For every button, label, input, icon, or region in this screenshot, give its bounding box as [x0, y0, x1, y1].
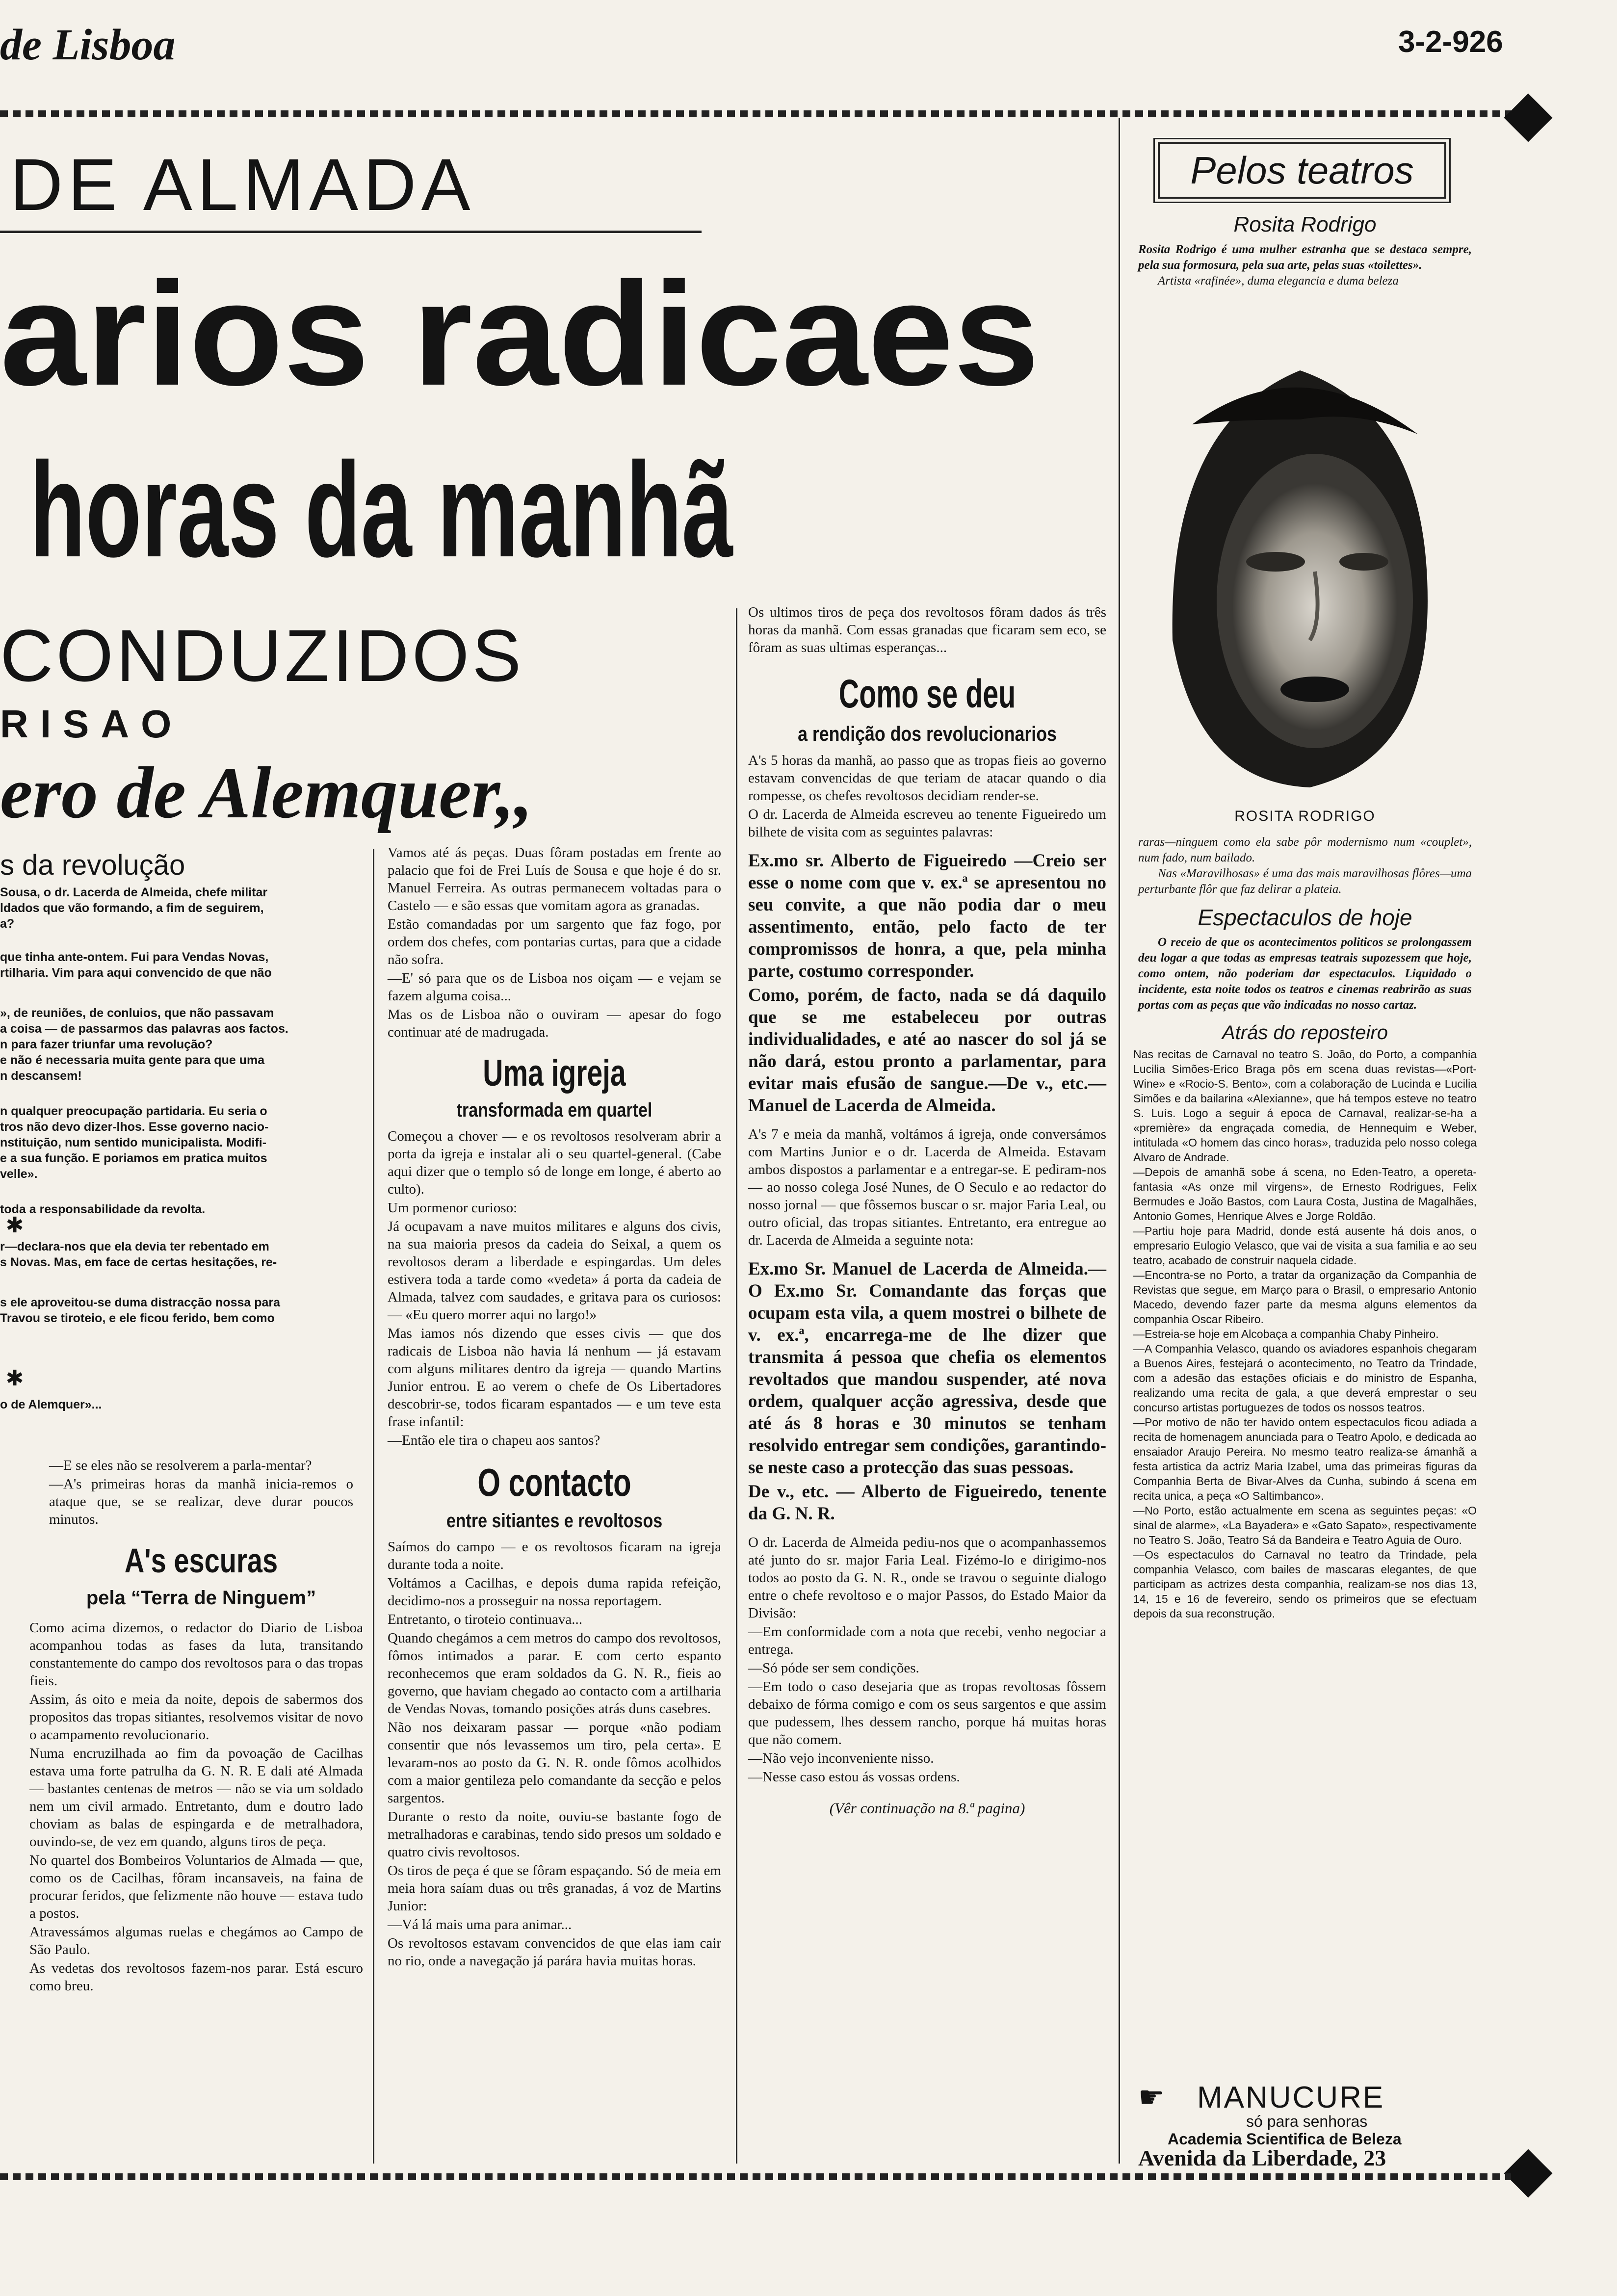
col1-line: n descansem! — [0, 1069, 82, 1083]
feature-title: Rosita Rodrigo — [1233, 212, 1377, 236]
ornament-diamond-bottom — [1504, 2149, 1553, 2198]
asterisk-icon: ✱ — [5, 1213, 24, 1238]
col2-contacto-deck: entre sitiantes e revoltosos — [446, 1510, 663, 1532]
atras-para: —Depois de amanhã sobe á scena, no Eden-Teatro, a opereta-fantasia «As onze mil virgens», de Ernesto Rodrigues, Felix Bermudes e João Bastos, com Laura Costa, Justina de Magalhães, Antonio Gomes, Henrique Alves e Jorge Roldão. — [1133, 1166, 1477, 1223]
col2-para: Não nos deixaram passar — porque «não podiam consentir que nós levassemos um tiro, pela certa». E levaram-nos ao posto da G. N. R. onde fômos acolhidos com a maior gentileza pelo comandante da secção e pelos sargentos. — [388, 1720, 721, 1806]
col1-closing: —E se eles não se resolverem a parla-mentar? — [49, 1458, 312, 1473]
col3-para: A's 7 e meia da manhã, voltámos á igreja, onde conversámos com Martins Junior e o dr. Lacerda de Almeida. Estavam ambos dispostos a parlamentar e a entregar-se. E pediram-nos — ao nosso colega José Nunes, de O Seculo e ao redactor do nosso jornal — que fôssemos buscar o sr. major Faria Leal, ou outro oficial, das tropas sitiantes. Entretanto, era entregue ao dr. Lacerda de Almeida a seguinte nota: — [748, 1126, 1106, 1248]
col1-subdeck: pela “Terra de Ninguem” — [86, 1587, 316, 1609]
atras-para: —Os espectaculos do Carnaval no teatro da Trindade, pela companhia Velasco, com bailes de mascaras elegantes, de que participam as actrizes desta companhia, realizam-se nos dias 13, 14, 15 e 16 de fevereiro, sendo os primeiros que se efectuam depois da sua reconstrução. — [1133, 1548, 1477, 1620]
manucure-ad — [1128, 2080, 1491, 2170]
masthead-name: de Lisboa — [0, 21, 176, 69]
portrait-photo — [1153, 297, 1452, 807]
col1-para: As vedetas dos revoltosos fazem-nos parar. Está escuro como breu. — [29, 1960, 363, 1994]
atras-para: Nas recitas de Carnaval no teatro S. João, do Porto, a companhia Lucilia Simões-Erico Braga pôs em scena duas revistas—«Port-Wine» e «Rocio-S. Bento», com a colaboração de Lucinda e Lucilia Simões e da bailarina «Alexianne», que há tempos esteve no teatro S. Luís. Logo a seguir á epoca de Carnaval, realizar-se-ha a «première» da engraçada comedia, de Hennequim e Weber, intitulada «O homem das cinco horas», traduzida pelo nosso colega Alvaro de Andrade. — [1133, 1048, 1477, 1164]
col1-line: a coisa — de passarmos das palavras aos factos. — [0, 1022, 288, 1036]
col1-line: n qualquer preocupação partidaria. Eu seria o — [0, 1104, 267, 1118]
col3-para: A's 5 horas da manhã, ao passo que as tropas fieis ao governo estavam convencidas de que teriam de atacar quando o dia rompesse, os chefes revoltosos decidiam render-se. — [748, 753, 1106, 804]
col2-contacto-title: O contacto — [477, 1461, 631, 1504]
theatre-box-title: Pelos teatros — [1190, 149, 1414, 192]
ad-line1: só para senhoras — [1246, 2113, 1368, 2130]
col3-intro: Os ultimos tiros de peça dos revoltosos fôram dados ás três horas da manhã. Com essas granadas que ficaram sem eco, se fôram as suas ultimas esperanças... — [748, 604, 1106, 655]
col1-para: Atravessámos algumas ruelas e chegámos ao Campo de São Paulo. — [29, 1924, 363, 1957]
portrait-image — [1153, 297, 1452, 807]
feature-body: raras—ninguem como ela sabe pôr modernismo num «couplet», num fado, num bailado. — [1138, 835, 1472, 864]
column-rule — [373, 849, 374, 2164]
col2-para: Durante o resto da noite, ouviu-se bastante fogo de metralhadoras e carabinas, tendo sido presos um soldado e quatro civis revoltosos. — [388, 1809, 721, 1860]
atras-para: —Encontra-se no Porto, a tratar da organização da Companhia de Revistas que segue, em Março para o Brasil, o empresario Antonio Macedo, devendo fazer parte da mesma alguns elementos da companhia Oscar Ribeiro. — [1133, 1269, 1477, 1326]
ad-title: MANUCURE — [1197, 2081, 1385, 2114]
deck-1: CONDUZIDOS — [0, 614, 524, 697]
deck-2: RISAO — [0, 702, 183, 746]
col3-letter: De v., etc. — Alberto de Figueiredo, tenente da G. N. R. — [748, 1482, 1106, 1524]
column-2 — [388, 844, 721, 1971]
col1-line: Travou se tiroteio, e ele ficou ferido, bem como — [0, 1311, 275, 1325]
col2-para: Os tiros de peça é que se fôram espaçando. Só de meia em meia hora saíam duas ou três granadas, á voz de Martins Junior: — [388, 1863, 721, 1914]
column-3 — [748, 603, 1106, 1817]
bottom-dashed-rule — [0, 2173, 1511, 2180]
feature-body: Nas «Maravilhosas» é uma das mais maravilhosas flôres—uma perturbante flôr que faz delirar a plateia. — [1138, 867, 1472, 896]
feature-lead: Artista «rafinée», duma elegancia e duma beleza — [1158, 274, 1399, 287]
column-rule — [736, 608, 737, 2164]
col1-para: No quartel dos Bombeiros Voluntarios de Almada — que, como os de Cacilhas, fôram incansaveis, na faina de procurar feridos, que felizmente não houve — estava tudo a postos. — [29, 1852, 363, 1921]
col1-subtitle: A's escuras — [124, 1541, 278, 1580]
kicker-rule — [0, 231, 702, 233]
col2-para: Mas iamos nós dizendo que esses civis — que dos radicais de Lisboa não havia lá nenhum — já estavam com alguns militares dentro da igreja — quando Martins Junior entrou. E ao verem o chefe de Os Libertadores descobrir-se, todos ficaram espantados — e um teve esta frase infantil: — [388, 1326, 721, 1430]
col2-para: Já ocupavam a nave muitos militares e alguns dos civis, na sua maioria presos da cadeia do Seixal, a quem os revoltosos deram a liberdade e espingardas. Um deles estivera toda a tarde como «vedeta» á porta da cadeia de Almada, talvez com saudades, e gritava para os curiosos: — «Eu quero morrer aqui no largo!» — [388, 1219, 721, 1323]
col2-para: Começou a chover — e os revoltosos resolveram abrir a porta da igreja e instalar ali o seu quartel-general. (Cabe aqui dizer que o templo só de longe em longe, é aberto ao culto). — [388, 1128, 721, 1197]
col3-deck: a rendição dos revolucionarios — [798, 722, 1057, 745]
col1-para: Assim, ás oito e meia da noite, depois de sabermos dos propositos das tropas sitiantes, resolvemos visitar de novo o acampamento revolucionario. — [29, 1692, 363, 1743]
atras-para: —Partiu hoje para Madrid, donde está ausente há dois anos, o empresario Eulogio Velasco, que vai de visita a sua familia e ao seu teatro, acabado de construir naquela cidade. — [1133, 1225, 1477, 1267]
col1-line: s ele aproveitou-se duma distracção nossa para — [0, 1296, 281, 1309]
asterisk-icon: ✱ — [5, 1366, 24, 1391]
headline-2: horas da manhã — [29, 435, 733, 585]
continuation-note: (Vêr continuação na 8.ª pagina) — [829, 1800, 1025, 1817]
col1-line: s Novas. Mas, em face de certas hesitações, re- — [0, 1255, 277, 1269]
deck-3: ero de Alemquer,, — [0, 752, 533, 834]
col2-para: —E' só para que os de Lisboa nos oiçam — e vejam se fazem alguma coisa... — [388, 970, 721, 1004]
col2-igreja-title: Uma igreja — [483, 1052, 626, 1094]
col3-para: —Em todo o caso desejaria que as tropas revoltosas fôssem debaixo de fórma comigo e com os seus sargentos e que assim que pudessem, lhes dessem rancho, porque há muitas horas que não comem. — [748, 1679, 1106, 1748]
col3-para: —Só póde ser sem condições. — [748, 1660, 919, 1676]
theatre-box — [1158, 142, 1446, 199]
photo-caption: ROSITA RODRIGO — [1234, 808, 1376, 824]
col2-para: Um pormenor curioso: — [388, 1200, 518, 1216]
col3-letter: Como, porém, de facto, nada se dá daquilo que se me estabeleceu por outras individualidades, e até ao nascer do sol já se não dará, estou pronto a parlamentar, para evitar mais efusão de sangue.—De v., etc.—Manuel de Lacerda de Almeida. — [748, 985, 1106, 1116]
col1-line: r—declara-nos que ela devia ter rebentado em — [0, 1240, 269, 1253]
theatre-column — [1123, 128, 1487, 1621]
col1-line: que tinha ante-ontem. Fui para Vendas Novas, — [0, 950, 269, 964]
col1-line: tros não devo dizer-lhos. Esse governo nacio- — [0, 1120, 269, 1134]
col3-para: O dr. Lacerda de Almeida escreveu ao tenente Figueiredo um bilhete de visita com as seguintes palavras: — [748, 807, 1106, 840]
kicker: DE ALMADA — [10, 143, 475, 226]
col3-title: Como se deu — [838, 672, 1016, 716]
col1-para: Como acima dizemos, o redactor do Diario de Lisboa acompanhou todas as fases da luta, transitando constantemente do campo dos revoltosos para o das tropas fieis. — [29, 1620, 363, 1689]
atras-para: —A Companhia Velasco, quando os aviadores espanhois chegaram a Buenos Aires, festejará o acontecimento, no Teatro da Trindade, com a adesão das estações oficiais e do ministro de Espanha, realizando uma recita de gala, a que deverá emprestar o seu concurso artistas portuguezes de todos os nossos teatros. — [1133, 1342, 1477, 1414]
top-dashed-rule — [0, 110, 1511, 117]
ad-line2: Academia Scientifica de Beleza — [1168, 2130, 1402, 2148]
atras-title: Atrás do reposteiro — [1222, 1022, 1388, 1044]
atras-para: —Por motivo de não ter havido ontem espectaculos ficou adiada a recita de homenagem anunciada para o Teatro Apolo, e dedicada ao ensaiador Araujo Pereira. No mesmo teatro realiza-se ámanhã a festa artistica da actriz Maria Izabel, uma das primeiras figuras da Companhia Berta de Bivar-Alves da Cunha, subindo á scena em recita unica, a peça «O Saltimbanco». — [1133, 1416, 1477, 1502]
column-rule — [1119, 118, 1120, 2164]
col3-letter: Ex.mo Sr. Manuel de Lacerda de Almeida.—O Ex.mo Sr. Comandante das forças que ocupam esta vila, a quem mostrei o bilhete de v. ex.ª, encarrega-me de lhe dizer que transmita á pessoa que chefia os elementos revoltados que mandou suspender, até nova ordem, qualquer acção agressiva, desde que até ás 8 horas e 30 minutos se tenham resolvido entregar sem condições, garantindo-se neste caso a protecção das suas pessoas. — [748, 1259, 1106, 1478]
section-title: s da revolução — [0, 849, 185, 881]
col3-para: —Em conformidade com a nota que recebi, venho negociar a entrega. — [748, 1624, 1106, 1657]
col1-line: e não é necessaria muita gente para que uma — [0, 1053, 265, 1067]
col2-igreja-deck: transformada em quartel — [456, 1099, 652, 1121]
col2-para: Vamos até ás peças. Duas fôram postadas em frente ao palacio que foi de Frei Luís de Sousa e que hoje é do sr. Manuel Ferreira. As outras permanecem voltadas para o Castelo — e são essas que vomitam agora as granadas. — [388, 845, 721, 913]
col1-line: nstituição, num sentido municipalista. Modifi- — [0, 1136, 267, 1149]
col1-line: rtilharia. Vim para aqui convencido de que não — [0, 966, 272, 980]
col2-para: —Então ele tira o chapeu aos santos? — [388, 1433, 600, 1448]
col2-para: Saímos do campo — e os revoltosos ficaram na igreja durante toda a noite. — [388, 1539, 721, 1572]
headline-1: arios radicaes — [0, 251, 1040, 416]
col3-para: —Não vejo inconveniente nisso. — [748, 1750, 934, 1766]
col1-line: Sousa, o dr. Lacerda de Almeida, chefe militar — [0, 886, 268, 899]
col2-para: Quando chegámos a cem metros do campo dos revoltosos, fômos intimados a parar. E com certo espanto reconhecemos que eram soldados da G. N. R., fieis ao governo, que haviam chegado ao contacto com a artilharia de Vendas Novas, tomando posições atrás duns casebres. — [388, 1630, 721, 1717]
col2-para: Mas os de Lisboa não o ouviram — apesar do fogo continuar até de madrugada. — [388, 1007, 721, 1040]
pointing-hand-icon: ☛ — [1138, 2080, 1165, 2114]
col1-line: velle». — [0, 1167, 38, 1181]
col2-para: Os revoltosos estavam convencidos de que elas iam cair no rio, onde a navegação já parára havia muitas horas. — [388, 1935, 721, 1969]
col3-para: O dr. Lacerda de Almeida pediu-nos que o acompanhassemos até junto do sr. major Faria Leal. Fizémo-lo e dirigimo-nos todos ao posto da G. N. R., onde se travou o seguinte dialogo entre o chefe revoltoso e o major Passos, do Estado Maior da Divisão: — [748, 1535, 1106, 1621]
col1-line: a? — [0, 917, 15, 931]
espectaculos-text: O receio de que os acontecimentos politicos se prolongassem deu logar a que todas as empresas teatrais supozessem que hoje, como ontem, não poderiam dar espectaculos. Liquidado o incidente, esta noite todos os teatros e cinemas reabrirão as suas portas com as peças que vão indicadas no nosso cartaz. — [1138, 936, 1472, 1012]
feature-lead: Rosita Rodrigo é uma mulher estranha que se destaca sempre, pela sua formosura, pela sua arte, pelas suas «toilettes». — [1138, 243, 1472, 272]
col1-line: e a sua função. E poriamos em pratica muitos — [0, 1151, 267, 1165]
col2-para: —Vá lá mais uma para animar... — [388, 1917, 572, 1932]
col1-closing: —A's primeiras horas da manhã inicia-remos o ataque que, se se realizar, deve durar poucos minutos. — [49, 1476, 353, 1527]
col2-para: Estão comandadas por um sargento que faz fogo, por ordem dos chefes, com pontarias curtas, para que a cidade não sofra. — [388, 916, 721, 967]
col3-letter: Ex.mo sr. Alberto de Figueiredo —Creio ser esse o nome com que v. ex.ª se apresentou no seu convite, a que não podia dar o meu assentimento, então, pelo facto de ter compromissos de honra, a que, pela minha parte, costumo corresponder. — [748, 851, 1106, 981]
col3-para: —Nesse caso estou ás vossas ordens. — [748, 1769, 960, 1785]
ad-line3: Avenida da Liberdade, 23 — [1138, 2145, 1386, 2170]
col1-line: ldados que vão formando, a fim de seguirem, — [0, 901, 264, 915]
col2-para: Entretanto, o tiroteio continuava... — [388, 1612, 583, 1627]
col1-para: Numa encruzilhada ao fim da povoação de Cacilhas estava uma forte patrulha da G. N. R. E dali até Almada — bastantes centenas de metros — não se via um soldado nem um civil armado. Entretanto, dum e doutro lado choviam as balas de espingarda e de metralhadora, ouvindo-se, de vez em quando, alguns tiros de peça. — [29, 1746, 363, 1850]
col1-line: n para fazer triunfar uma revolução? — [0, 1038, 213, 1051]
ornament-diamond-top — [1504, 94, 1553, 142]
column-1 — [0, 849, 363, 1996]
espectaculos-title: Espectaculos de hoje — [1198, 905, 1412, 930]
masthead-date: 3-2-926 — [1398, 25, 1503, 59]
atras-para: —Estreia-se hoje em Alcobaça a companhia Chaby Pinheiro. — [1133, 1328, 1439, 1340]
col2-para: Voltámos a Cacilhas, e depois duma rapida refeição, decidimo-nos a prosseguir na nossa reportagem. — [388, 1575, 721, 1609]
atras-para: —No Porto, estão actualmente em scena as seguintes peças: «O sinal de alarme», «La Bayadera» e «Gato Sapato», respectivamente no Teatro S. João, Teatro Sá da Bandeira e Teatro Aguia de Ouro. — [1133, 1504, 1477, 1546]
col1-line: toda a responsabilidade da revolta. — [0, 1202, 206, 1216]
col1-line: o de Alemquer»... — [0, 1398, 102, 1411]
col1-line: », de reuniões, de conluios, que não passavam — [0, 1006, 274, 1020]
